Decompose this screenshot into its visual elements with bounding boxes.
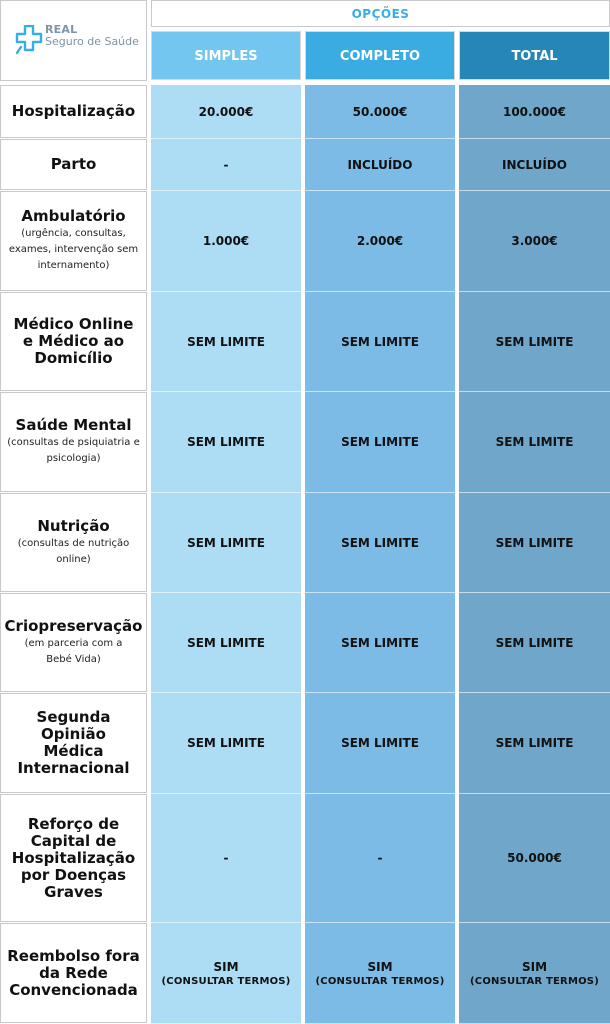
cell-total xyxy=(459,392,610,493)
row-label xyxy=(0,593,147,692)
cell-total xyxy=(459,292,610,392)
cell-simples xyxy=(151,693,301,794)
cell-value: SEM LIMITE xyxy=(341,334,419,349)
logo xyxy=(0,0,147,81)
cell-value: 2.000€ xyxy=(356,234,404,248)
cell-value: - xyxy=(223,851,229,865)
logo-tagline: Seguro de Saúde xyxy=(45,35,139,48)
cell-value: SEM LIMITE xyxy=(341,535,419,550)
row-label xyxy=(0,794,147,922)
cell-total xyxy=(459,923,610,1024)
row-subtitle: (em parceria com a Bebé Vida) xyxy=(24,637,123,665)
row-title: Médico Online e Médico ao Domicílio xyxy=(13,315,134,367)
cell-simples xyxy=(151,191,301,292)
plan-header-total: TOTAL xyxy=(459,31,610,80)
row-label xyxy=(0,923,147,1023)
cell-simples xyxy=(151,139,301,191)
cell-completo xyxy=(305,693,455,794)
cell-total xyxy=(459,191,610,292)
cell-value: SEM LIMITE xyxy=(187,435,265,449)
cell-total xyxy=(459,794,610,923)
row-title: Criopreservação xyxy=(4,616,143,635)
cell-simples xyxy=(151,392,301,493)
row-subtitle: (consultas de nutrição online) xyxy=(17,537,130,565)
cell-value: SIM xyxy=(213,959,239,974)
cell-value: 20.000€ xyxy=(198,104,254,119)
cell-total xyxy=(459,593,610,693)
cell-value: 3.000€ xyxy=(511,234,558,248)
cell-completo xyxy=(305,794,455,923)
row-label xyxy=(0,85,147,138)
cross-icon xyxy=(15,25,43,55)
row-label xyxy=(0,392,147,492)
cell-simples xyxy=(151,923,301,1024)
cell-value: SIM xyxy=(521,959,548,974)
cell-value: - xyxy=(377,851,383,865)
row-title: Hospitalização xyxy=(11,102,136,120)
options-header: OPÇÕES xyxy=(151,0,610,27)
plan-header-completo: COMPLETO xyxy=(305,31,455,80)
cell-value: INCLUÍDO xyxy=(347,157,413,172)
cell-simples xyxy=(151,85,301,139)
cell-total xyxy=(459,85,610,139)
cell-value: SIM xyxy=(367,959,393,974)
cell-completo xyxy=(305,85,455,139)
row-label xyxy=(0,292,147,391)
cell-value: 50.000€ xyxy=(507,851,562,865)
row-title: Ambulatório xyxy=(21,207,126,225)
cell-value: INCLUÍDO xyxy=(502,157,567,172)
cell-value: SEM LIMITE xyxy=(495,435,574,449)
cell-value: SEM LIMITE xyxy=(341,736,419,750)
cell-simples xyxy=(151,292,301,392)
row-title: Nutrição xyxy=(37,516,110,535)
row-title: Segunda Opinião Médica Internacional xyxy=(17,708,130,777)
row-label xyxy=(0,191,147,291)
cell-completo xyxy=(305,593,455,693)
row-subtitle: (consultas de psiquiatria e psicologia) xyxy=(7,437,140,464)
row-label xyxy=(0,493,147,592)
row-title: Reforço de Capital de Hospitalização por Doenças Graves xyxy=(11,814,136,901)
cell-value: SEM LIMITE xyxy=(187,334,265,349)
cell-value: SEM LIMITE xyxy=(187,535,265,550)
cell-value: - xyxy=(223,157,229,172)
cell-value: 50.000€ xyxy=(352,104,408,119)
cell-completo xyxy=(305,392,455,493)
cell-value: SEM LIMITE xyxy=(495,736,574,750)
cell-note: (CONSULTAR TERMOS) xyxy=(470,975,599,987)
cell-total xyxy=(459,139,610,191)
cell-value: 100.000€ xyxy=(502,104,566,119)
row-title: Parto xyxy=(50,155,97,173)
row-subtitle: (urgência, consultas, exames, intervenção sem internamento) xyxy=(8,228,139,271)
cell-total xyxy=(459,693,610,794)
cell-value: SEM LIMITE xyxy=(495,535,574,550)
row-label xyxy=(0,139,147,190)
cell-value: SEM LIMITE xyxy=(495,635,574,650)
logo-brand: REAL xyxy=(45,23,78,36)
cell-note: (CONSULTAR TERMOS) xyxy=(161,975,291,987)
cell-note: (CONSULTAR TERMOS) xyxy=(315,975,445,987)
cell-value: SEM LIMITE xyxy=(495,334,574,349)
cell-completo xyxy=(305,493,455,593)
plan-header-simples: SIMPLES xyxy=(151,31,301,80)
cell-completo xyxy=(305,139,455,191)
cell-simples xyxy=(151,593,301,693)
cell-total xyxy=(459,493,610,593)
row-label xyxy=(0,693,147,793)
cell-value: SEM LIMITE xyxy=(187,736,265,750)
cell-value: SEM LIMITE xyxy=(187,635,265,650)
row-title: Saúde Mental xyxy=(15,416,132,434)
cell-value: 1.000€ xyxy=(202,234,250,248)
cell-simples xyxy=(151,493,301,593)
cell-completo xyxy=(305,292,455,392)
cell-completo xyxy=(305,191,455,292)
cell-value: SEM LIMITE xyxy=(341,635,419,650)
cell-completo xyxy=(305,923,455,1024)
cell-value: SEM LIMITE xyxy=(341,435,419,449)
row-title: Reembolso fora da Rede Convencionada xyxy=(7,946,140,999)
cell-simples xyxy=(151,794,301,923)
